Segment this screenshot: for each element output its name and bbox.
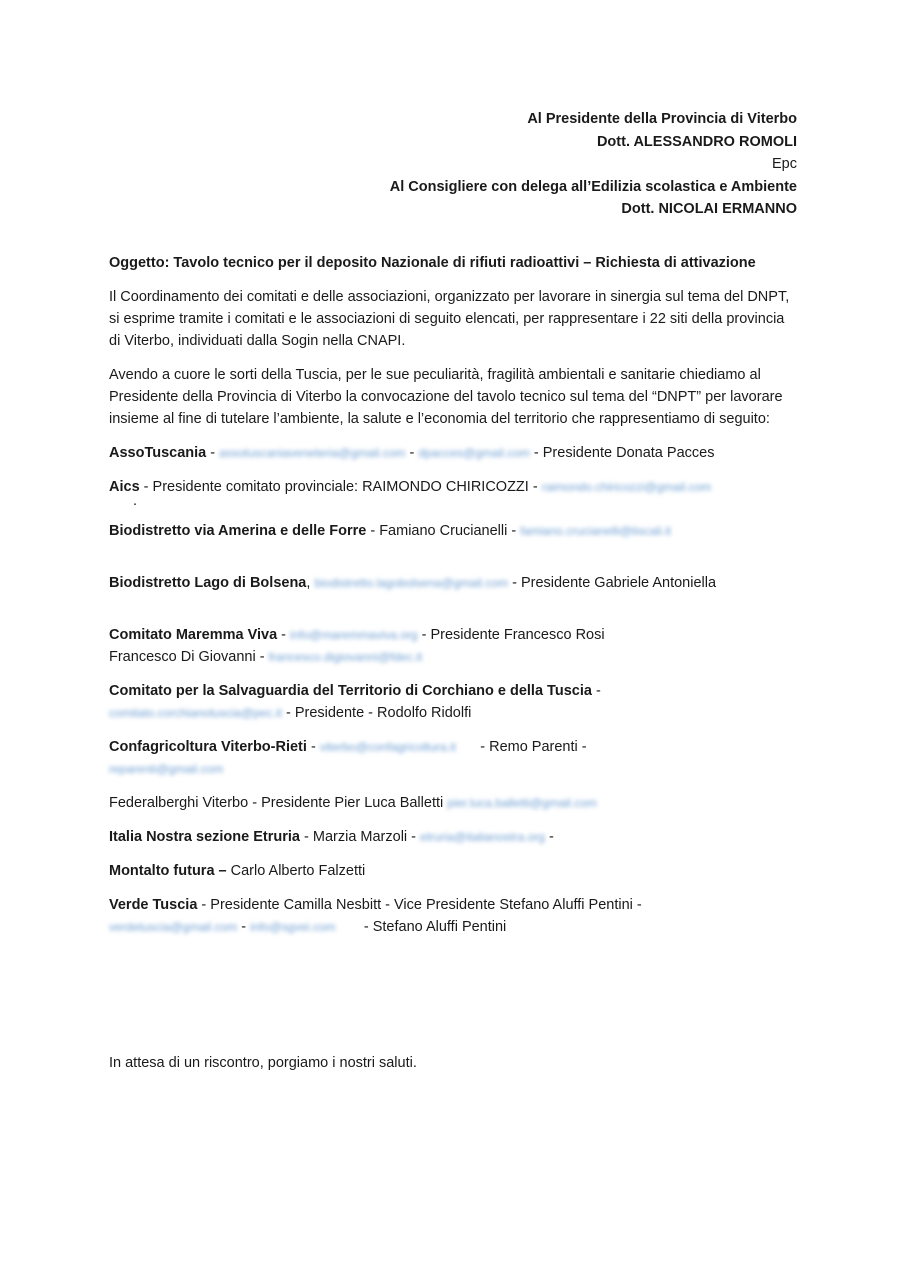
separator: - <box>405 445 419 461</box>
org-contact: - Stefano Aluffi Pentini <box>335 919 507 935</box>
email-redacted: viterbo@confagricoltura.it <box>319 740 457 754</box>
addressee-line-2: Dott. ALESSANDRO ROMOLI <box>596 133 797 150</box>
addressee-line-3: Al Consigliere con delega all’Edilizia scolastica e Ambiente <box>389 178 797 195</box>
org-details: - Presidente Camilla Nesbitt - Vice Presidente Stefano Aluffi Pentini - <box>197 897 642 913</box>
org-maremma-viva <box>109 624 799 668</box>
org-name: Comitato per la Salvaguardia del Territorio di Corchiano e della Tuscia <box>109 683 592 699</box>
org-confagricoltura <box>109 736 799 780</box>
org-details: - Presidente Gabriele Antoniella <box>508 575 717 591</box>
separator: - <box>306 739 320 755</box>
addressee-block <box>390 108 797 221</box>
paragraph-intro: Il Coordinamento dei comitati e delle associazioni, organizzato per lavorare in sinergia sul tema del DNPT, si esprime tramite i comitati e le associazioni di seguito elencati, per rappresentare i 22 siti della provincia di Viterbo, individuati dalla Sogin nella CNAPI. <box>109 289 790 349</box>
paragraph-request: Avendo a cuore le sorti della Tuscia, per le sue peculiarità, fragilità ambientali e sanitarie chiediamo al Presidente della Provincia di Viterbo la convocazione del tavolo tecnico sul tema del “DNPT” per lavorare insieme al fine di tutelare l’ambiente, la salute e l’economia del territorio che rappresentiamo di seguito: <box>109 367 783 427</box>
org-biodistretto-bolsena <box>109 572 799 594</box>
separator: - <box>237 919 251 935</box>
email-redacted: pier.luca.balletti@gmail.com <box>447 796 597 810</box>
org-name: Verde Tuscia <box>109 897 198 913</box>
addressee-epc: Epc <box>772 156 797 172</box>
email-redacted: info@maremmaviva.org <box>290 628 418 642</box>
org-name: Biodistretto via Amerina e delle Forre <box>109 523 367 539</box>
org-biodistretto-amerina <box>109 520 799 542</box>
email-redacted: assotuscaniaveneteria@gmail.com <box>219 446 406 460</box>
org-details: - Famiano Crucianelli - <box>366 523 521 539</box>
addressee-line-4: Dott. NICOLAI ERMANNO <box>621 201 797 217</box>
separator: - <box>544 829 554 845</box>
org-name: Aics <box>109 479 140 495</box>
org-federalberghi <box>109 792 799 814</box>
org-name: Comitato Maremma Viva <box>109 627 278 643</box>
stray-dot: . <box>133 493 138 509</box>
org-contact: Francesco Di Giovanni - <box>109 649 269 665</box>
subject-line: Oggetto: Tavolo tecnico per il deposito Nazionale di rifiuti radioattivi – Richiesta di attivazione <box>109 255 756 271</box>
email-redacted: dpacces@gmail.com <box>418 446 530 460</box>
org-verde-tuscia <box>109 894 799 938</box>
email-redacted: francesco.digiovanni@fdec.it <box>268 650 423 664</box>
org-details: Carlo Alberto Falzetti <box>226 863 366 879</box>
org-details: - Presidente Donata Pacces <box>529 445 715 461</box>
separator: , <box>306 575 315 591</box>
letter-body <box>109 252 799 950</box>
email-redacted: raimondo.chiricozzi@gmail.com <box>541 480 712 494</box>
org-details: - Marzia Marzoli - <box>299 829 421 845</box>
separator: - <box>591 683 601 699</box>
org-assotuscania <box>109 442 799 464</box>
email-redacted: comitato.corchianotuscia@pec.it <box>109 706 282 720</box>
org-name: AssoTuscania <box>109 445 207 461</box>
email-redacted: verdetuscia@gmail.com <box>109 920 238 934</box>
org-details: - Presidente Francesco Rosi <box>417 627 605 643</box>
email-redacted: famiano.crucianelli@tiscali.it <box>520 524 672 538</box>
org-name: Confagricoltura Viterbo-Rieti <box>109 739 307 755</box>
separator: - <box>206 445 220 461</box>
org-details: Federalberghi Viterbo - Presidente Pier Luca Balletti <box>109 795 448 811</box>
org-name: Biodistretto Lago di Bolsena <box>109 575 307 591</box>
org-details: - Presidente comitato provinciale: RAIMONDO CHIRICOZZI - <box>139 479 542 495</box>
closing-line: In attesa di un riscontro, porgiamo i nostri saluti. <box>109 1055 417 1071</box>
email-redacted: info@sgvei.com <box>250 920 336 934</box>
org-details: - Presidente - Rodolfo Ridolfi <box>281 705 472 721</box>
org-italia-nostra <box>109 826 799 848</box>
email-redacted: reparenti@gmail.com <box>109 762 224 776</box>
addressee-line-1: Al Presidente della Provincia di Viterbo <box>527 111 797 127</box>
email-redacted: biodistretto.lagobolsena@gmail.com <box>314 576 509 590</box>
org-details: - Remo Parenti - <box>456 739 587 755</box>
org-corchiano <box>109 680 799 724</box>
email-redacted: etruria@italianostra.org <box>420 830 545 844</box>
separator: - <box>277 627 291 643</box>
org-name: Italia Nostra sezione Etruria <box>109 829 300 845</box>
org-montalto-futura <box>109 860 799 882</box>
org-aics <box>109 476 799 508</box>
org-name: Montalto futura – <box>109 863 227 879</box>
